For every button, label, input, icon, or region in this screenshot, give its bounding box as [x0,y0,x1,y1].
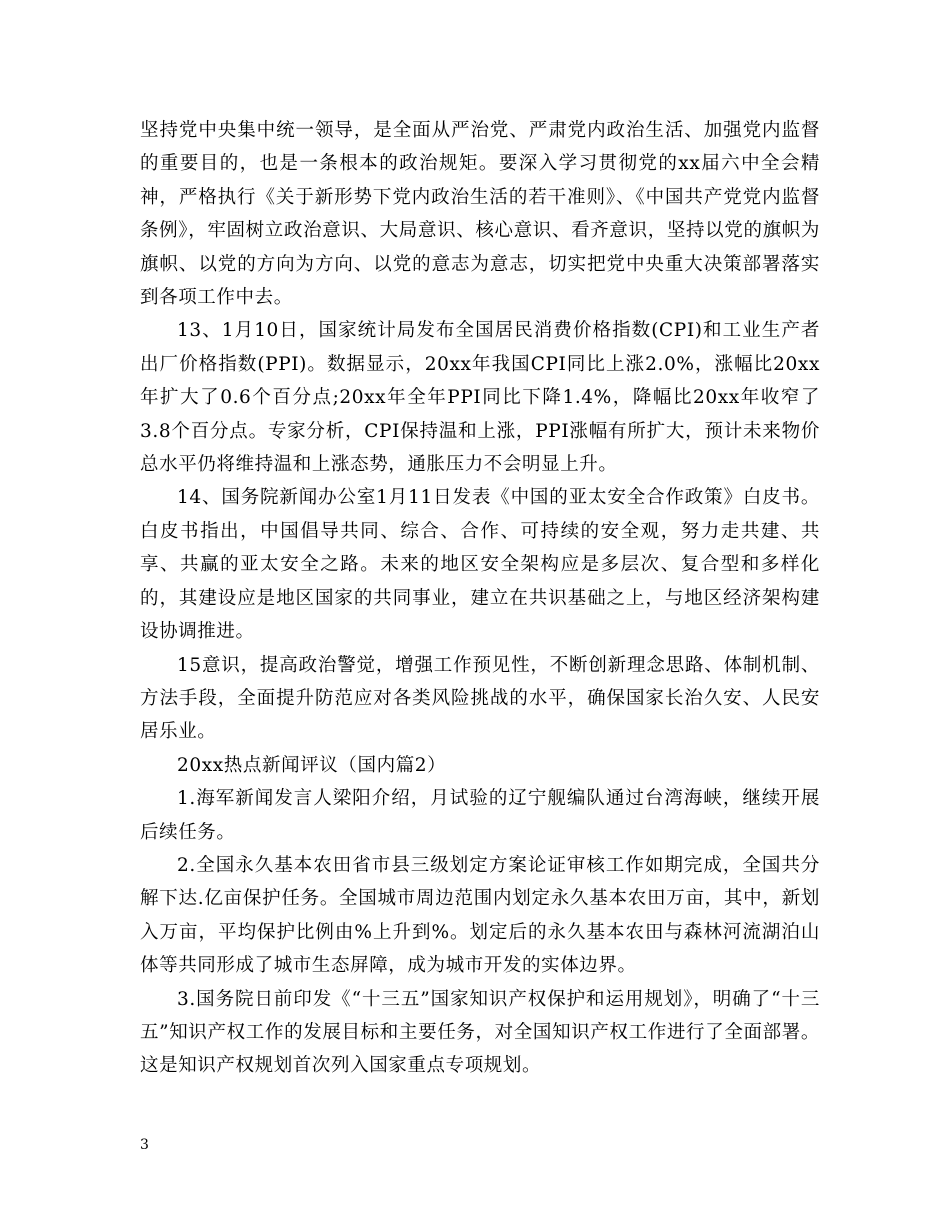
paragraph-item-15-risk: 15意识，提高政治警觉，增强工作预见性，不断创新理念思路、体制机制、方法手段，全面提升防范应对各类风险挑战的水平，确保国家长治久安、人民安居乐业。 [140,654,820,743]
paragraph-news-1: 1.海军新闻发言人梁阳介绍，月试验的辽宁舰编队通过台湾海峡，继续开展后续任务。 [140,788,820,843]
section-heading: 20xx热点新闻评议（国内篇2） [177,754,447,776]
paragraph-news-2: 2.全国永久基本农田省市县三级划定方案论证审核工作如期完成，全国共分解下达.亿亩保护任务。全国城市周边范围内划定永久基本农田万亩，其中，新划入万亩，平均保护比例由%上升到%。划定后的永久基本农田与森林河流湖泊山体等共同形成了城市生态屏障，成为城市开发的实体边界。 [140,854,820,977]
paragraph-news-3: 3.国务院日前印发《“十三五”国家知识产权保护和运用规划》，明确了“十三五”知识产权工作的发展目标和主要任务，对全国知识产权工作进行了全面部署。这是知识产权规划首次列入国家重点专项规划。 [140,988,820,1077]
paragraph-item-14-white-paper: 14、国务院新闻办公室1月11日发表《中国的亚太安全合作政策》白皮书。白皮书指出，中国倡导共同、综合、合作、可持续的安全观，努力走共建、共享、共赢的亚太安全之路。未来的地区安全架构应是多层次、复合型和多样化的，其建设应是地区国家的共同事业，建立在共识基础之上，与地区经济架构建设协调推进。 [140,487,820,643]
paragraph-party-leadership: 坚持党中央集中统一领导，是全面从严治党、严肃党内政治生活、加强党内监督的重要目的，也是一条根本的政治规矩。要深入学习贯彻党的xx届六中全会精神，严格执行《关于新形势下党内政治生活的若干准则》、《中国共产党党内监督条例》，牢固树立政治意识、大局意识、核心意识、看齐意识，坚持以党的旗帜为旗帜、以党的方向为方向、以党的意志为意志，切实把党中央重大决策部署落实到各项工作中去。 [140,120,820,309]
paragraph-item-13-cpi-ppi: 13、1月10日，国家统计局发布全国居民消费价格指数(CPI)和工业生产者出厂价格指数(PPI)。数据显示，20xx年我国CPI同比上涨2.0%，涨幅比20xx年扩大了0.6个百分点;20xx年全年PPI同比下降1.4%，降幅比20xx年收窄了3.8个百分点。专家分析，CPI保持温和上涨，PPI涨幅有所扩大，预计未来物价总水平仍将维持温和上涨态势，通胀压力不会明显上升。 [140,320,820,476]
page-number: 3 [140,1137,149,1153]
document-body [140,114,820,1083]
